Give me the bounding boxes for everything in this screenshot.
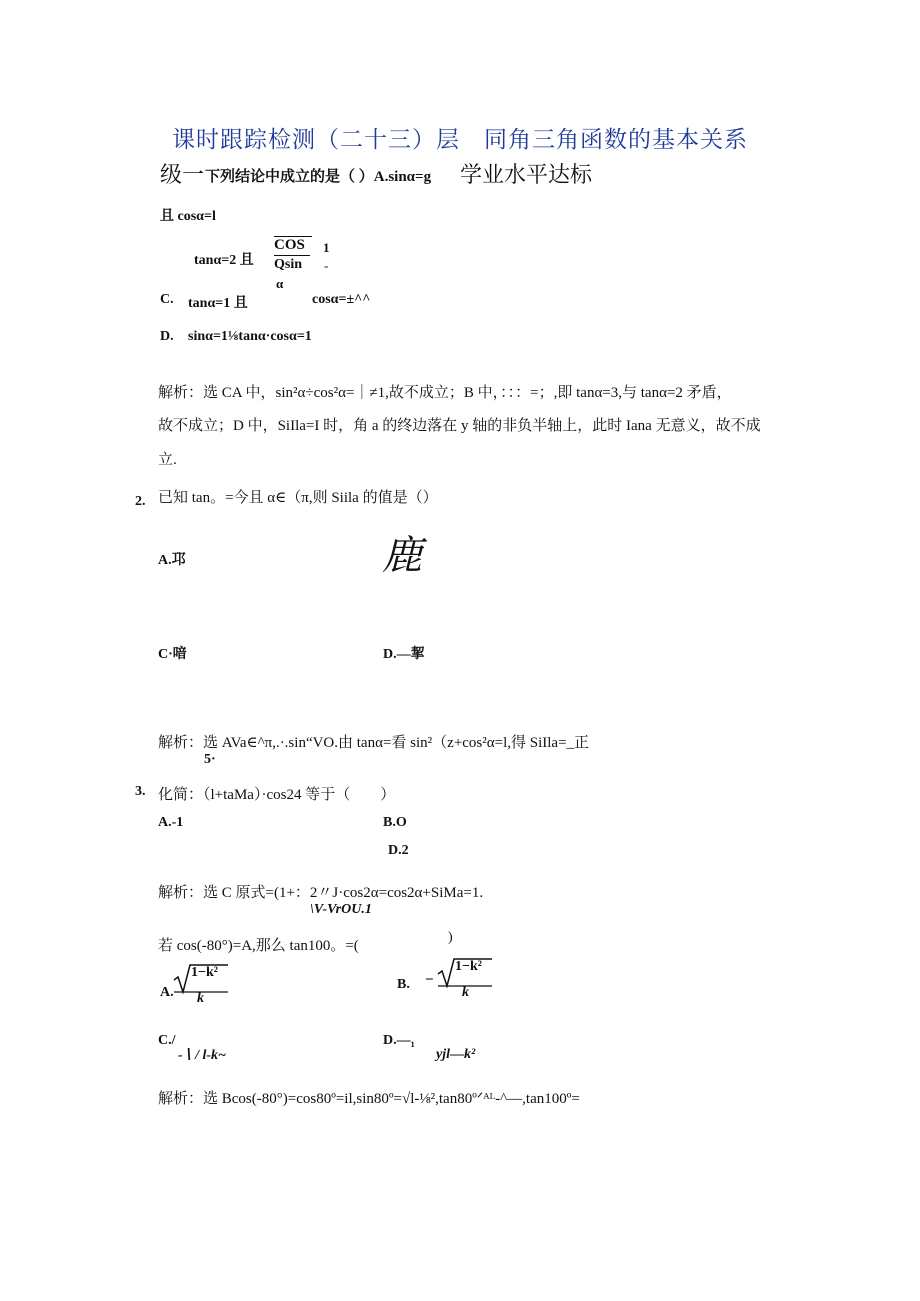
- q2-number: 2.: [135, 494, 146, 509]
- q3-analysis-line-2: \V-VrOU.1: [310, 902, 372, 917]
- q4-option-b-denominator: k: [462, 985, 469, 1000]
- q1-option-b-numerator: COS: [274, 237, 305, 253]
- q3-option-a: A.-1: [158, 815, 184, 830]
- q4-option-b-label: B.: [397, 977, 410, 992]
- q1-option-d-text: sinα=1⅛tanα·cosα=1: [188, 329, 312, 344]
- q1-option-b-denominator: Qsin: [274, 257, 303, 272]
- q1-analysis-line-2: 故不成立；D 中，SiIla=I 时，角 a 的终边落在 y 轴的非负半轴上，此时 Iana 无意义，故不成: [158, 418, 761, 434]
- q4-option-a-denominator: k: [197, 991, 204, 1006]
- q4-analysis: 解析：选 Bcos(-80°)=cos80º=il,sin80º=√l-⅛²,tan80ºᐟᴬᴸ-^—,tan100º=: [158, 1091, 580, 1107]
- q4-option-a-radicand: 1−k²: [191, 965, 218, 980]
- q4-option-b-radicand: 1−k²: [455, 959, 482, 974]
- q1-analysis-line-1: 解析：选 CA 中，sin²α÷cos²α=｜≠1,故不成立；B 中，：：：=；,即 tanα=3,与 tanα=2 矛盾，: [158, 385, 732, 401]
- q1-option-a-continued: 且 cosα=l: [160, 209, 216, 224]
- q1-question: 下列结论中成立的是（ ）A.sinα=g: [205, 169, 432, 185]
- section-heading: 学业水平达标: [460, 162, 593, 187]
- q4-closing-paren: ): [448, 930, 453, 945]
- q4-option-b-sign: −: [425, 972, 434, 988]
- q1-option-b-right-top: 1: [323, 240, 330, 255]
- q3-number: 3.: [135, 784, 146, 799]
- q2-option-b-glyph: 鹿: [382, 533, 422, 579]
- q2-option-c: C·喑: [158, 647, 187, 662]
- q4-option-d-expression: yjl—k²: [436, 1047, 476, 1062]
- q4-option-a-label: A.: [160, 985, 174, 1000]
- q2-analysis-line-2: 5·: [204, 752, 216, 767]
- q1-analysis-line-3: 立.: [158, 452, 177, 468]
- q1-option-b-text: tanα=2 且: [194, 253, 254, 268]
- q3-question: 化简：（l+taMa）·cos24 等于（ ）: [158, 787, 396, 803]
- q4-option-c: C./: [158, 1033, 176, 1048]
- q4-question: 若 cos(-80°)=A,那么 tan100。=(: [158, 938, 359, 954]
- q1-option-c-text-2: cosα=±^^: [312, 292, 371, 307]
- q1-option-b-fraction-bar: [274, 255, 310, 256]
- q1-option-d-label: D.: [160, 329, 174, 344]
- q4-option-d: D.—₁: [383, 1033, 415, 1048]
- q1-option-b-denominator-2: α: [276, 276, 284, 291]
- q3-option-b: B.O: [383, 815, 407, 830]
- q1-option-c-label: C.: [160, 292, 174, 307]
- q2-analysis-line-1: 解析：选 AVa∈^π,.·.sin“VO.由 tanα=看 sin²（z+cos²α=l,得 SiIla=_正: [158, 735, 590, 751]
- q4-option-c-expression: -∖ / l-k~: [178, 1048, 226, 1063]
- q1-option-b-right-bottom: -: [324, 258, 329, 273]
- q1-option-c-text: tanα=1 且: [188, 296, 248, 311]
- level-label: 级一: [160, 162, 205, 187]
- q3-analysis-line-1: 解析：选 C 原式=(1+：2〃J·cos2α=cos2α+SiMa=1.: [158, 885, 484, 901]
- q3-option-d: D.2: [388, 843, 409, 858]
- q2-option-a: A.邛: [158, 553, 186, 568]
- page-title: 课时跟踪检测（二十三）层 同角三角函数的基本关系: [172, 127, 748, 152]
- q2-option-d: D.—挈: [383, 647, 425, 662]
- q2-question: 已知 tan。=今且 α∈（π,则 Siila 的值是（）: [158, 490, 438, 506]
